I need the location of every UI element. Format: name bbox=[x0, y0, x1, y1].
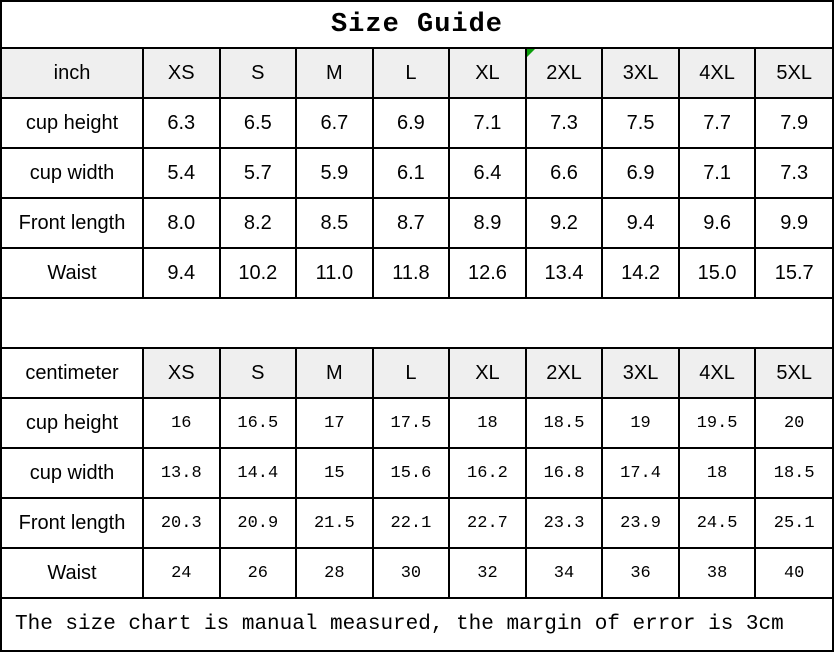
footer-note-row bbox=[2, 599, 832, 650]
value-cell: 17.5 bbox=[373, 398, 450, 448]
inch-size-table bbox=[2, 49, 832, 299]
value-cell: 28 bbox=[296, 548, 373, 598]
value-cell: 17.4 bbox=[602, 448, 679, 498]
value-cell: 7.1 bbox=[679, 148, 756, 198]
value-cell: 18 bbox=[679, 448, 756, 498]
inch_table-row-waist bbox=[2, 248, 832, 298]
size-header-l bbox=[373, 49, 450, 98]
size-header-label: 4XL bbox=[699, 61, 735, 84]
value-cell: 18.5 bbox=[755, 448, 832, 498]
size-header-label: L bbox=[405, 61, 417, 84]
inch_table-row-cup-height bbox=[2, 98, 832, 148]
inch_table-row-cup-width bbox=[2, 148, 832, 198]
value-cell: 8.7 bbox=[373, 198, 450, 248]
value-cell: 8.0 bbox=[143, 198, 220, 248]
value-cell: 10.2 bbox=[220, 248, 297, 298]
value-cell: 32 bbox=[449, 548, 526, 598]
value-cell: 30 bbox=[373, 548, 450, 598]
size-header-label: XS bbox=[167, 61, 195, 84]
value-cell: 7.3 bbox=[755, 148, 832, 198]
row-label-cell: cup width bbox=[2, 148, 143, 198]
value-cell: 22.7 bbox=[449, 498, 526, 548]
cm_table-header-row bbox=[2, 348, 832, 398]
value-cell: 11.8 bbox=[373, 248, 450, 298]
size-header-label: 3XL bbox=[622, 361, 659, 384]
value-cell: 40 bbox=[755, 548, 832, 598]
value-cell: 23.9 bbox=[602, 498, 679, 548]
value-cell: 16.2 bbox=[449, 448, 526, 498]
value-cell: 23.3 bbox=[526, 498, 603, 548]
value-cell: 14.4 bbox=[220, 448, 297, 498]
value-cell: 14.2 bbox=[602, 248, 679, 298]
footer-note: The size chart is manual measured, the margin of error is 3cm bbox=[15, 613, 784, 636]
size-header-label: M bbox=[326, 61, 343, 84]
value-cell: 6.1 bbox=[373, 148, 450, 198]
value-cell: 9.4 bbox=[143, 248, 220, 298]
value-cell: 24 bbox=[143, 548, 220, 598]
value-cell: 26 bbox=[220, 548, 297, 598]
value-cell: 8.2 bbox=[220, 198, 297, 248]
value-cell: 20.9 bbox=[220, 498, 297, 548]
value-cell: 6.4 bbox=[449, 148, 526, 198]
size-header-s bbox=[220, 49, 297, 98]
size-header-l bbox=[373, 348, 450, 398]
value-cell: 5.9 bbox=[296, 148, 373, 198]
value-cell: 20.3 bbox=[143, 498, 220, 548]
value-cell: 8.9 bbox=[449, 198, 526, 248]
inch_table-row-front-length bbox=[2, 198, 832, 248]
value-cell: 6.7 bbox=[296, 98, 373, 148]
size-header-2xl bbox=[526, 49, 603, 98]
value-cell: 6.3 bbox=[143, 98, 220, 148]
inch-table-body bbox=[2, 49, 832, 298]
value-cell: 5.4 bbox=[143, 148, 220, 198]
value-cell: 8.5 bbox=[296, 198, 373, 248]
title-row bbox=[2, 2, 832, 49]
row-label-cell: Waist bbox=[2, 548, 143, 598]
value-cell: 7.7 bbox=[679, 98, 756, 148]
value-cell: 20 bbox=[755, 398, 832, 448]
value-cell: 7.1 bbox=[449, 98, 526, 148]
value-cell: 36 bbox=[602, 548, 679, 598]
value-cell: 9.2 bbox=[526, 198, 603, 248]
value-cell: 7.3 bbox=[526, 98, 603, 148]
centimeter-size-table bbox=[2, 347, 832, 599]
size-header-2xl bbox=[526, 348, 603, 398]
row-label-cell: Front length bbox=[2, 198, 143, 248]
size-header-xs bbox=[143, 348, 220, 398]
row-label-cell: cup height bbox=[2, 98, 143, 148]
size-header-4xl bbox=[679, 49, 756, 98]
value-cell: 9.4 bbox=[602, 198, 679, 248]
value-cell: 21.5 bbox=[296, 498, 373, 548]
value-cell: 22.1 bbox=[373, 498, 450, 548]
value-cell: 16.5 bbox=[220, 398, 297, 448]
value-cell: 6.9 bbox=[602, 148, 679, 198]
size-header-3xl bbox=[602, 49, 679, 98]
value-cell: 5.7 bbox=[220, 148, 297, 198]
value-cell: 9.9 bbox=[755, 198, 832, 248]
value-cell: 13.8 bbox=[143, 448, 220, 498]
size-header-label: 4XL bbox=[699, 361, 735, 384]
value-cell: 18.5 bbox=[526, 398, 603, 448]
value-cell: 15 bbox=[296, 448, 373, 498]
table-gap-spacer bbox=[2, 299, 832, 347]
size-header-label: L bbox=[405, 361, 417, 384]
value-cell: 38 bbox=[679, 548, 756, 598]
value-cell: 9.6 bbox=[679, 198, 756, 248]
row-label-cell: cup height bbox=[2, 398, 143, 448]
value-cell: 6.6 bbox=[526, 148, 603, 198]
value-cell: 15.0 bbox=[679, 248, 756, 298]
size-header-xl bbox=[449, 49, 526, 98]
size-header-m bbox=[296, 49, 373, 98]
unit-label-cell: centimeter bbox=[2, 348, 143, 398]
size-header-label: XS bbox=[167, 361, 195, 384]
value-cell: 13.4 bbox=[526, 248, 603, 298]
size-header-m bbox=[296, 348, 373, 398]
size-header-5xl bbox=[755, 49, 832, 98]
cell-corner-marker bbox=[527, 49, 535, 57]
size-header-xl bbox=[449, 348, 526, 398]
size-header-label: 5XL bbox=[776, 361, 812, 384]
value-cell: 19 bbox=[602, 398, 679, 448]
size-header-xs bbox=[143, 49, 220, 98]
row-label-cell: Waist bbox=[2, 248, 143, 298]
value-cell: 24.5 bbox=[679, 498, 756, 548]
cm_table-row-waist bbox=[2, 548, 832, 598]
value-cell: 17 bbox=[296, 398, 373, 448]
cm_table-row-cup-width bbox=[2, 448, 832, 498]
value-cell: 7.9 bbox=[755, 98, 832, 148]
cm-table-body bbox=[2, 348, 832, 598]
size-header-4xl bbox=[679, 348, 756, 398]
row-label-cell: cup width bbox=[2, 448, 143, 498]
value-cell: 16 bbox=[143, 398, 220, 448]
value-cell: 11.0 bbox=[296, 248, 373, 298]
size-header-label: 2XL bbox=[546, 61, 582, 84]
size-header-3xl bbox=[602, 348, 679, 398]
size-header-label: 2XL bbox=[546, 361, 582, 384]
size-header-label: XL bbox=[475, 361, 500, 384]
cm_table-row-cup-height bbox=[2, 398, 832, 448]
value-cell: 16.8 bbox=[526, 448, 603, 498]
value-cell: 19.5 bbox=[679, 398, 756, 448]
value-cell: 15.7 bbox=[755, 248, 832, 298]
value-cell: 12.6 bbox=[449, 248, 526, 298]
value-cell: 15.6 bbox=[373, 448, 450, 498]
size-header-label: M bbox=[326, 361, 343, 384]
cm_table-row-front-length bbox=[2, 498, 832, 548]
size-header-label: 5XL bbox=[776, 61, 812, 84]
size-header-s bbox=[220, 348, 297, 398]
size-header-label: S bbox=[251, 61, 265, 84]
size-header-label: S bbox=[251, 361, 265, 384]
value-cell: 7.5 bbox=[602, 98, 679, 148]
size-header-5xl bbox=[755, 348, 832, 398]
value-cell: 34 bbox=[526, 548, 603, 598]
value-cell: 18 bbox=[449, 398, 526, 448]
size-header-label: 3XL bbox=[622, 61, 659, 84]
page-title: Size Guide bbox=[330, 9, 504, 40]
value-cell: 25.1 bbox=[755, 498, 832, 548]
row-label-cell: Front length bbox=[2, 498, 143, 548]
value-cell: 6.5 bbox=[220, 98, 297, 148]
unit-label-cell: inch bbox=[2, 49, 143, 98]
size-header-label: XL bbox=[475, 61, 500, 84]
value-cell: 6.9 bbox=[373, 98, 450, 148]
inch_table-header-row bbox=[2, 49, 832, 98]
